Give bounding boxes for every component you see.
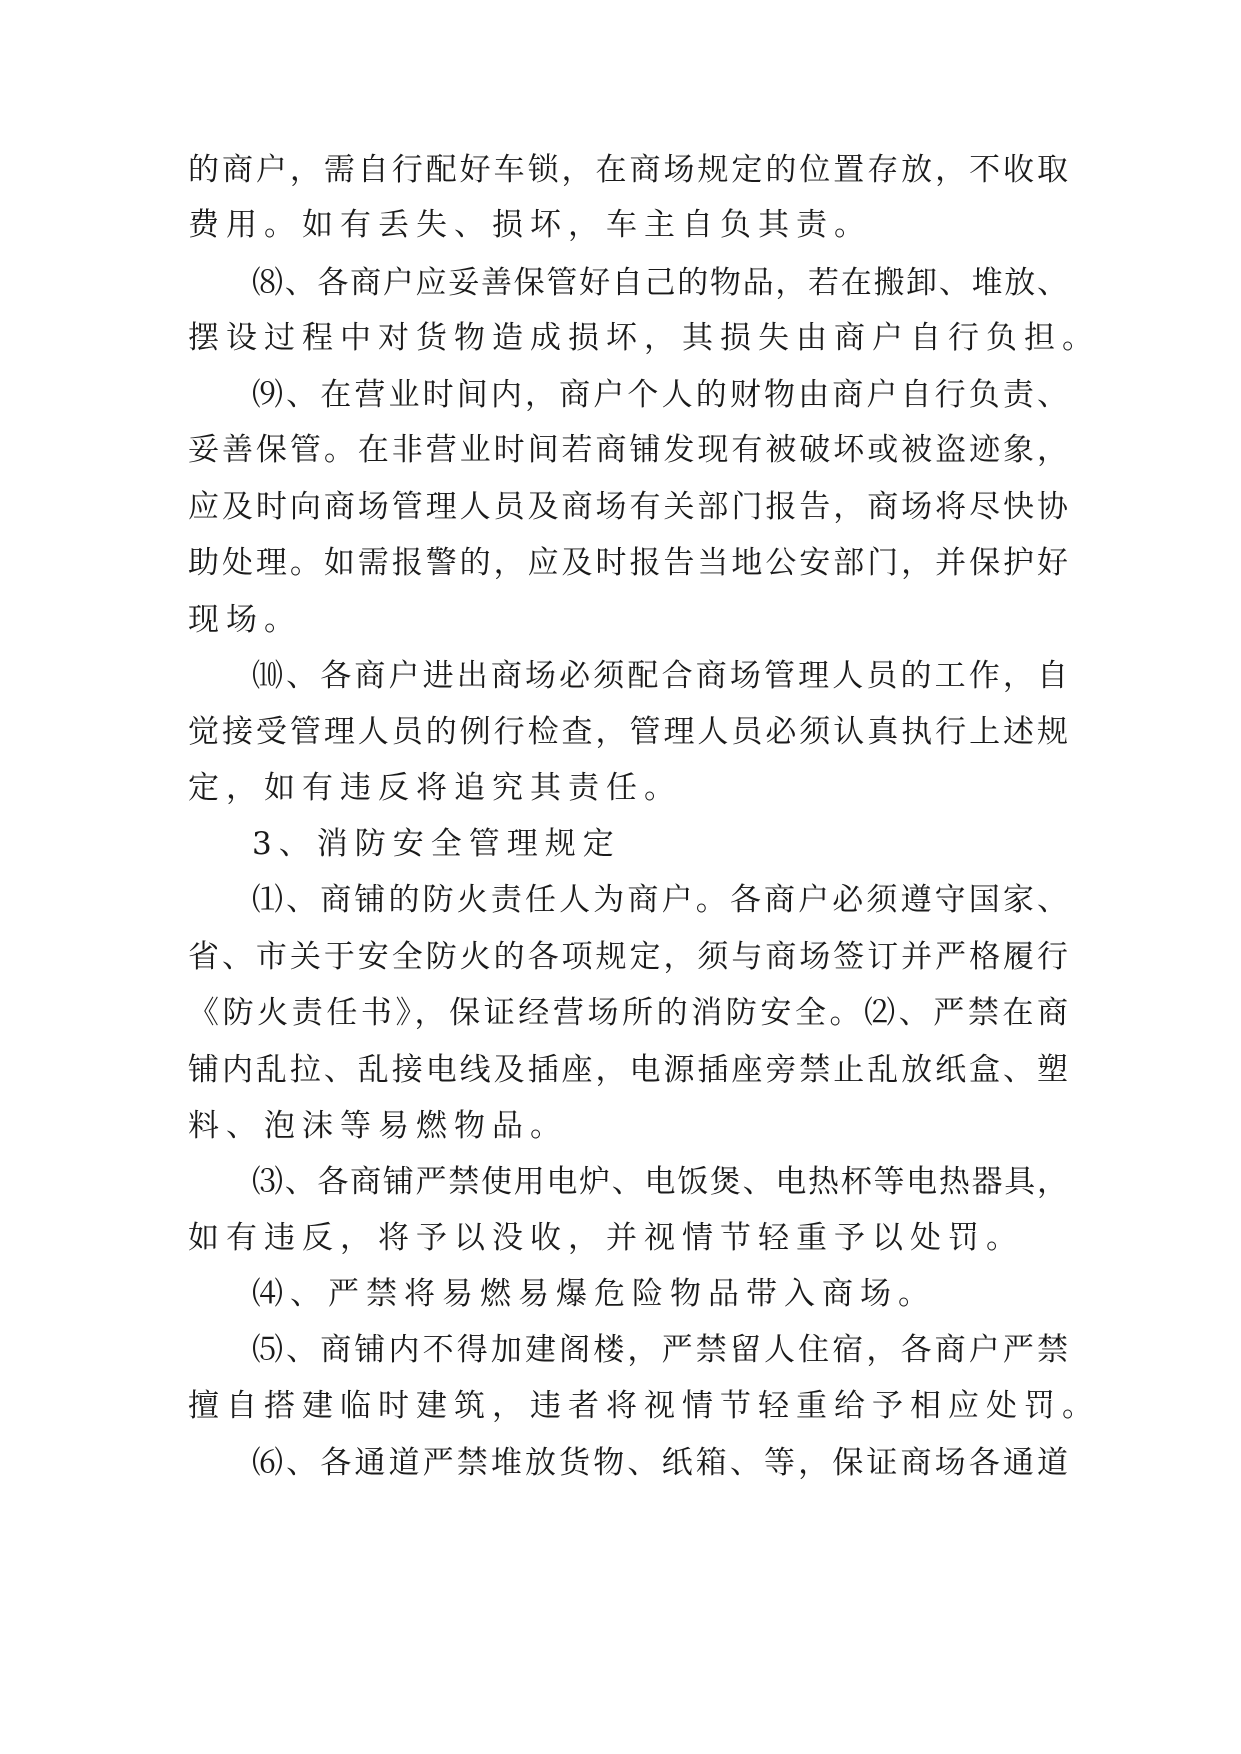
body-text-line: 擅自搭建临时建筑，违者将视情节轻重给予相应处罚。: [188, 1388, 1100, 1424]
body-text-line: 妥善保管。在非营业时间若商铺发现有被破坏或被盗迹象，: [188, 432, 1068, 468]
body-text-line: 的商户，需自行配好车锁，在商场规定的位置存放，不收取: [188, 152, 1068, 188]
paragraph-9-line: ⑼、在营业时间内，商户个人的财物由商户自行负责、: [252, 377, 1068, 413]
body-text-line: 费用。如有丢失、损坏，车主自负其责。: [188, 207, 872, 243]
body-text-line: 定，如有违反将追究其责任。: [188, 770, 682, 806]
body-text-line: 摆设过程中对货物造成损坏，其损失由商户自行负担。: [188, 320, 1100, 356]
body-text-line: 如有违反，将予以没收，并视情节轻重予以处罚。: [188, 1220, 1024, 1256]
paragraph-1-line: ⑴、商铺的防火责任人为商户。各商户必须遵守国家、: [252, 882, 1068, 918]
body-text-line: 《防火责任书》，保证经营场所的消防安全。⑵、严禁在商: [188, 995, 1068, 1031]
section-heading: 3、消防安全管理规定: [252, 826, 621, 862]
paragraph-4-line: ⑷、严禁将易燃易爆危险物品带入商场。: [252, 1276, 936, 1312]
body-text-line: 现场。: [188, 602, 302, 638]
body-text-line: 铺内乱拉、乱接电线及插座，电源插座旁禁止乱放纸盒、塑: [188, 1052, 1068, 1088]
body-text-line: 料、泡沫等易燃物品。: [188, 1108, 568, 1144]
body-text-line: 助处理。如需报警的，应及时报告当地公安部门，并保护好: [188, 545, 1068, 581]
paragraph-8-line: ⑻、各商户应妥善保管好自己的物品，若在搬卸、堆放、: [252, 265, 1068, 301]
body-text-line: 觉接受管理人员的例行检查，管理人员必须认真执行上述规: [188, 714, 1068, 750]
body-text-line: 应及时向商场管理人员及商场有关部门报告，商场将尽快协: [188, 489, 1068, 525]
paragraph-5-line: ⑸、商铺内不得加建阁楼，严禁留人住宿，各商户严禁: [252, 1332, 1068, 1368]
paragraph-10-line: ⑽、各商户进出商场必须配合商场管理人员的工作，自: [252, 658, 1068, 694]
paragraph-6-line: ⑹、各通道严禁堆放货物、纸箱、等，保证商场各通道: [252, 1445, 1068, 1481]
body-text-line: 省、市关于安全防火的各项规定，须与商场签订并严格履行: [188, 939, 1068, 975]
paragraph-3-line: ⑶、各商铺严禁使用电炉、电饭煲、电热杯等电热器具，: [252, 1164, 1068, 1200]
